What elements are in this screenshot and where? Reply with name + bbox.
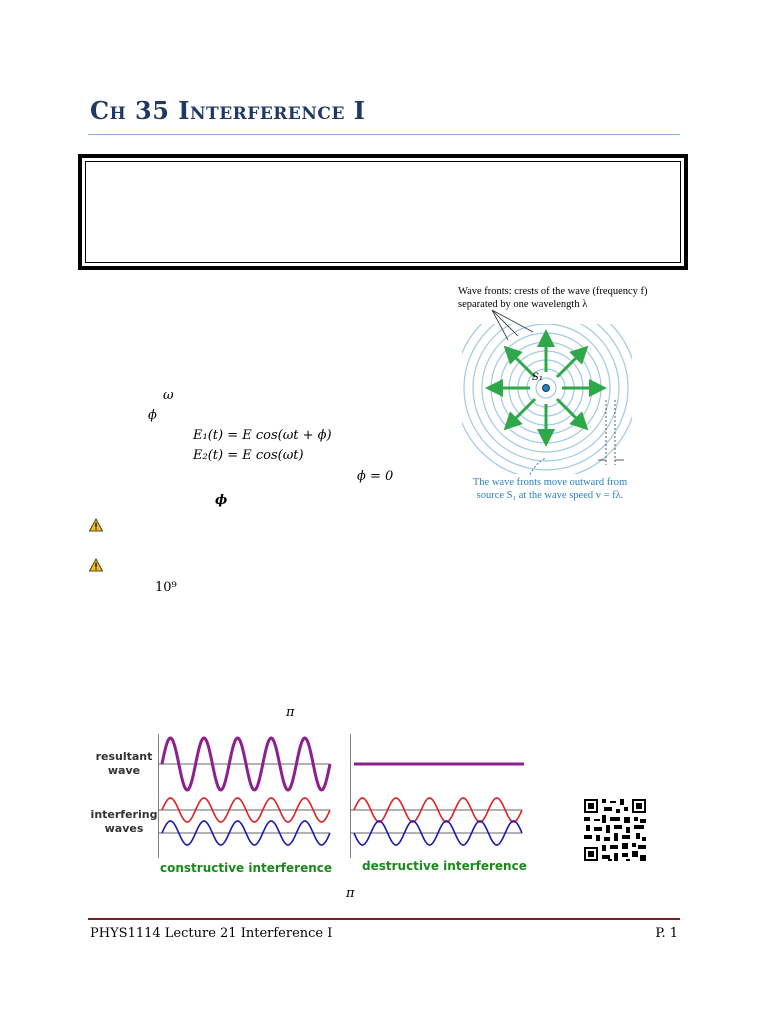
phi-symbol: ϕ bbox=[148, 408, 157, 423]
warning-icon bbox=[89, 518, 103, 532]
page-number: P. 1 bbox=[655, 926, 678, 941]
qr-code bbox=[582, 797, 648, 863]
equation-e2: E₂(t) = E cos(ωt) bbox=[193, 448, 304, 463]
omega-symbol: ω bbox=[163, 388, 174, 403]
summary-box-inner bbox=[85, 161, 681, 263]
equation-e1: E₁(t) = E cos(ωt + ϕ) bbox=[193, 428, 332, 443]
page-title: Ch 35 Interference I bbox=[90, 96, 366, 125]
summary-box bbox=[78, 154, 688, 270]
destructive-interference-plot bbox=[350, 730, 530, 860]
phi-zero: ϕ = 0 bbox=[357, 469, 394, 484]
interfering-waves-label: interfering waves bbox=[90, 808, 158, 835]
phi-bold: ϕ bbox=[215, 493, 228, 508]
pi-symbol-top: π bbox=[286, 705, 295, 720]
ten-to-nine: 10⁹ bbox=[155, 580, 177, 595]
pi-symbol-bottom: π bbox=[346, 886, 355, 901]
wave-figure-caption-bottom: The wave fronts move outward from source S₁ at the wave speed v = fλ. bbox=[472, 477, 628, 501]
destructive-label: destructive interference bbox=[362, 859, 527, 873]
constructive-label: constructive interference bbox=[160, 861, 333, 875]
footer-divider bbox=[88, 918, 680, 920]
wave-fronts-diagram bbox=[458, 310, 638, 475]
resultant-wave-label: resultant wave bbox=[95, 750, 153, 777]
wave-figure-caption: Wave fronts: crests of the wave (frequency f) separated by one wavelength λ bbox=[458, 286, 648, 310]
footer-course: PHYS1114 Lecture 21 Interference I bbox=[90, 926, 333, 941]
warning-icon bbox=[89, 558, 103, 572]
title-divider bbox=[88, 134, 680, 135]
constructive-interference-plot bbox=[158, 730, 338, 860]
source-label: S₁ bbox=[532, 372, 543, 383]
